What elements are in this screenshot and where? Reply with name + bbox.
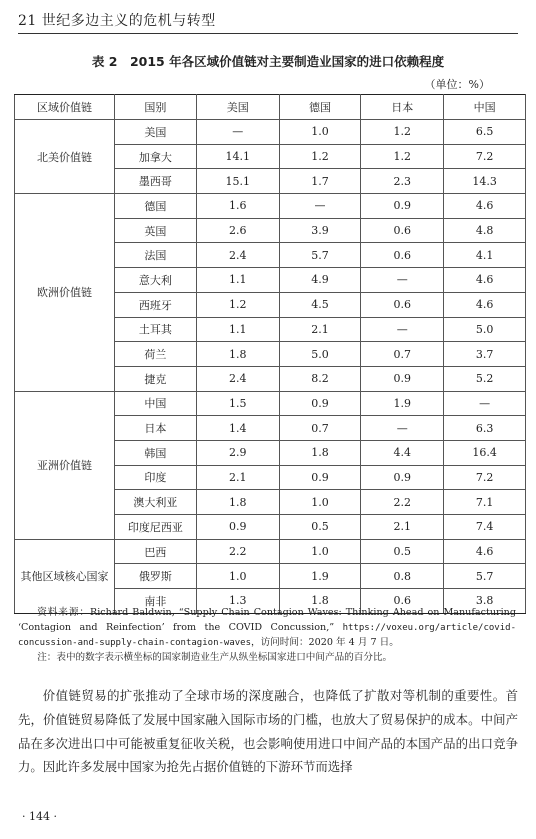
page-number: · 144 · bbox=[22, 810, 57, 823]
value-cell: 0.8 bbox=[361, 564, 444, 589]
value-cell: 6.3 bbox=[444, 416, 526, 441]
value-cell: 0.7 bbox=[279, 416, 361, 441]
running-head: 21 世纪多边主义的危机与转型 bbox=[18, 13, 216, 29]
value-cell: 2.4 bbox=[196, 243, 279, 268]
value-cell: 2.9 bbox=[196, 440, 279, 465]
region-cell: 其他区域核心国家 bbox=[15, 539, 115, 613]
value-cell: 1.2 bbox=[361, 144, 444, 169]
value-cell: 4.6 bbox=[444, 194, 526, 219]
table-row bbox=[15, 120, 526, 145]
value-cell: — bbox=[444, 391, 526, 416]
country-cell: 印度 bbox=[114, 465, 196, 490]
value-cell: 4.6 bbox=[444, 292, 526, 317]
value-cell: 0.9 bbox=[361, 465, 444, 490]
value-cell: 4.1 bbox=[444, 243, 526, 268]
value-cell: 5.0 bbox=[444, 317, 526, 342]
value-cell: 7.1 bbox=[444, 490, 526, 515]
value-cell: 1.4 bbox=[196, 416, 279, 441]
country-cell: 英国 bbox=[114, 218, 196, 243]
value-cell: 15.1 bbox=[196, 169, 279, 194]
column-header: 区域价值链 bbox=[15, 95, 115, 120]
column-header: 德国 bbox=[279, 95, 361, 120]
value-cell: 7.4 bbox=[444, 515, 526, 540]
value-cell: 6.5 bbox=[444, 120, 526, 145]
value-cell: 1.5 bbox=[196, 391, 279, 416]
country-cell: 印度尼西亚 bbox=[114, 515, 196, 540]
data-table bbox=[14, 94, 526, 614]
value-cell: 1.6 bbox=[196, 194, 279, 219]
value-cell: 8.2 bbox=[279, 366, 361, 391]
value-cell: 0.6 bbox=[361, 218, 444, 243]
country-cell: 西班牙 bbox=[114, 292, 196, 317]
value-cell: 1.0 bbox=[279, 539, 361, 564]
country-cell: 巴西 bbox=[114, 539, 196, 564]
value-cell: 0.9 bbox=[361, 366, 444, 391]
value-cell: 2.2 bbox=[361, 490, 444, 515]
value-cell: 0.9 bbox=[361, 194, 444, 219]
column-header: 美国 bbox=[196, 95, 279, 120]
body-paragraph: 价值链贸易的扩张推动了全球市场的深度融合，也降低了扩散对等机制的重要性。首先，价值链贸易降低了发展中国家融入国际市场的门槛，也放大了贸易保护的成本。中间产品在多次进出口中可能被重复征收关税，也会影响使用进口中间产品的本国产品的出口竞争力。因此许多发展中国家为抢先占据价值链的下游环节而选择 bbox=[18, 688, 518, 775]
value-cell: 5.7 bbox=[279, 243, 361, 268]
table-notes bbox=[18, 606, 516, 666]
value-cell: 5.7 bbox=[444, 564, 526, 589]
source-date: ，访问时间：2020 年 4 月 7 日。 bbox=[251, 636, 399, 648]
value-cell: 1.2 bbox=[279, 144, 361, 169]
country-cell: 南非 bbox=[114, 589, 196, 614]
country-cell: 德国 bbox=[114, 194, 196, 219]
value-cell: 4.6 bbox=[444, 268, 526, 293]
header-rule bbox=[18, 33, 518, 34]
value-cell: 16.4 bbox=[444, 440, 526, 465]
value-cell: 14.1 bbox=[196, 144, 279, 169]
country-cell: 荷兰 bbox=[114, 342, 196, 367]
value-cell: 0.9 bbox=[196, 515, 279, 540]
value-cell: 0.6 bbox=[361, 292, 444, 317]
value-cell: 0.6 bbox=[361, 589, 444, 614]
column-header: 国别 bbox=[114, 95, 196, 120]
value-cell: 2.1 bbox=[196, 465, 279, 490]
value-cell: 0.5 bbox=[361, 539, 444, 564]
value-cell: 2.3 bbox=[361, 169, 444, 194]
value-cell: 1.8 bbox=[279, 589, 361, 614]
value-cell: 3.7 bbox=[444, 342, 526, 367]
country-cell: 韩国 bbox=[114, 440, 196, 465]
region-cell: 欧洲价值链 bbox=[15, 194, 115, 392]
table-unit: （单位：%） bbox=[424, 78, 490, 91]
table-row bbox=[15, 391, 526, 416]
value-cell: 5.0 bbox=[279, 342, 361, 367]
value-cell: — bbox=[196, 120, 279, 145]
country-cell: 俄罗斯 bbox=[114, 564, 196, 589]
source-text: 资料来源：Richard Baldwin, “Supply Chain Contagion Waves: Thinking Ahead on Manufacturing ‘Contagion and Reinfection’ from the COVID Concussion,” bbox=[18, 607, 516, 633]
country-cell: 捷克 bbox=[114, 366, 196, 391]
region-cell: 北美价值链 bbox=[15, 120, 115, 194]
value-cell: 1.3 bbox=[196, 589, 279, 614]
value-cell: — bbox=[361, 268, 444, 293]
value-cell: 0.9 bbox=[279, 465, 361, 490]
value-cell: 5.2 bbox=[444, 366, 526, 391]
source-note bbox=[18, 606, 516, 650]
column-header: 中国 bbox=[444, 95, 526, 120]
value-cell: 1.2 bbox=[361, 120, 444, 145]
country-cell: 墨西哥 bbox=[114, 169, 196, 194]
value-cell: 0.5 bbox=[279, 515, 361, 540]
country-cell: 土耳其 bbox=[114, 317, 196, 342]
value-cell: 1.8 bbox=[196, 490, 279, 515]
table-row bbox=[15, 539, 526, 564]
value-cell: 2.1 bbox=[361, 515, 444, 540]
value-cell: 1.0 bbox=[196, 564, 279, 589]
value-cell: 3.9 bbox=[279, 218, 361, 243]
value-cell: 2.4 bbox=[196, 366, 279, 391]
value-cell: 1.2 bbox=[196, 292, 279, 317]
table-header-row bbox=[15, 95, 526, 120]
value-cell: 1.1 bbox=[196, 268, 279, 293]
value-cell: 7.2 bbox=[444, 465, 526, 490]
value-cell: 3.8 bbox=[444, 589, 526, 614]
value-cell: 2.2 bbox=[196, 539, 279, 564]
country-cell: 日本 bbox=[114, 416, 196, 441]
country-cell: 中国 bbox=[114, 391, 196, 416]
value-cell: 1.9 bbox=[361, 391, 444, 416]
value-cell: 2.6 bbox=[196, 218, 279, 243]
value-cell: 1.7 bbox=[279, 169, 361, 194]
value-cell: 4.6 bbox=[444, 539, 526, 564]
value-cell: 4.8 bbox=[444, 218, 526, 243]
body-text bbox=[18, 684, 518, 779]
value-cell: 1.8 bbox=[279, 440, 361, 465]
value-cell: 7.2 bbox=[444, 144, 526, 169]
value-cell: 4.9 bbox=[279, 268, 361, 293]
country-cell: 法国 bbox=[114, 243, 196, 268]
value-cell: 0.9 bbox=[279, 391, 361, 416]
value-cell: 0.7 bbox=[361, 342, 444, 367]
value-cell: 1.0 bbox=[279, 490, 361, 515]
table-body bbox=[15, 120, 526, 614]
value-cell: 1.8 bbox=[196, 342, 279, 367]
value-cell: — bbox=[361, 317, 444, 342]
value-cell: 14.3 bbox=[444, 169, 526, 194]
table-row bbox=[15, 194, 526, 219]
value-cell: — bbox=[279, 194, 361, 219]
country-cell: 加拿大 bbox=[114, 144, 196, 169]
value-cell: 4.4 bbox=[361, 440, 444, 465]
value-cell: 1.0 bbox=[279, 120, 361, 145]
region-cell: 亚洲价值链 bbox=[15, 391, 115, 539]
country-cell: 美国 bbox=[114, 120, 196, 145]
value-cell: 4.5 bbox=[279, 292, 361, 317]
country-cell: 澳大利亚 bbox=[114, 490, 196, 515]
column-header: 日本 bbox=[361, 95, 444, 120]
table-footnote: 注：表中的数字表示横坐标的国家制造业生产从纵坐标国家进口中间产品的百分比。 bbox=[37, 652, 393, 664]
value-cell: 0.6 bbox=[361, 243, 444, 268]
value-cell: 1.1 bbox=[196, 317, 279, 342]
value-cell: — bbox=[361, 416, 444, 441]
country-cell: 意大利 bbox=[114, 268, 196, 293]
value-cell: 2.1 bbox=[279, 317, 361, 342]
table-title: 表 2 2015 年各区域价值链对主要制造业国家的进口依赖程度 bbox=[91, 54, 445, 69]
value-cell: 1.9 bbox=[279, 564, 361, 589]
source-url: https://voxeu.org/article/covid-concussion-and-supply-chain-contagion-waves bbox=[18, 622, 516, 648]
